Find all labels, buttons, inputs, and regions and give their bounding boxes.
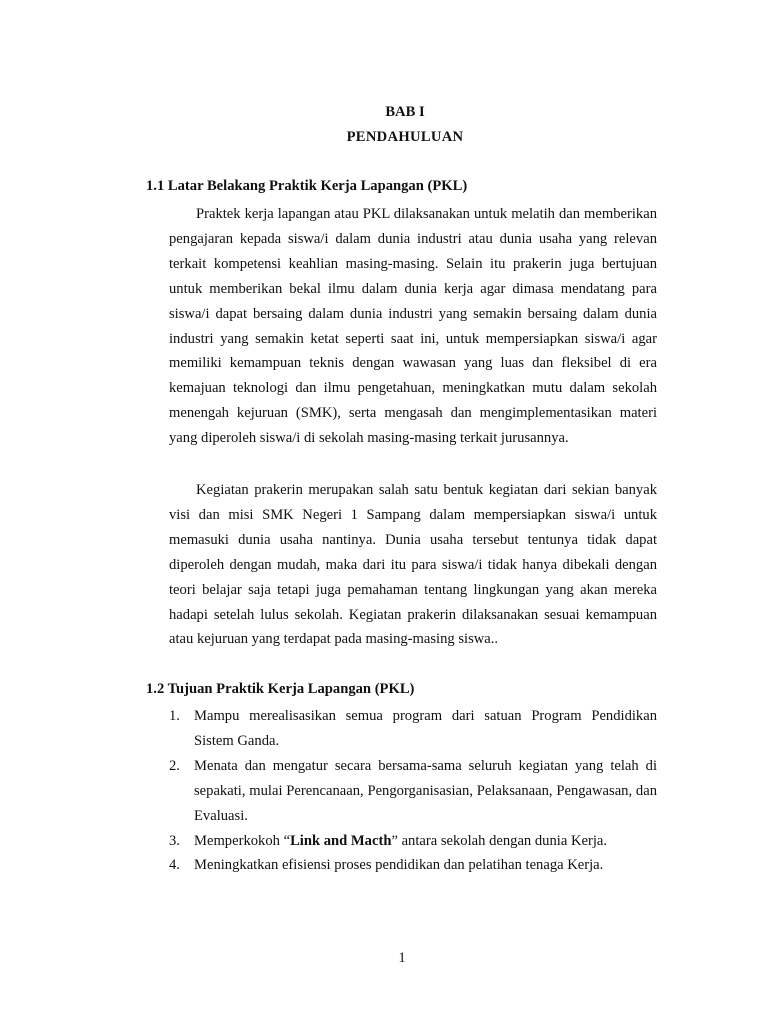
chapter-title: PENDAHULUAN — [346, 129, 464, 145]
chapter-number: BAB I — [385, 104, 425, 120]
list-item — [169, 754, 657, 829]
list-item-number: 4. — [169, 857, 180, 874]
section-1-1-paragraph-1 — [169, 202, 657, 451]
list-item-text: Menata dan mengatur secara bersama-sama seluruh kegiatan yang telah di sepakati, mulai Perencanaan, Pengorganisasian, Pelaksanaan, Pengawasan, dan Evaluasi. — [194, 757, 657, 824]
list-item-number: 1. — [169, 708, 180, 724]
paragraph-text: Kegiatan prakerin merupakan salah satu bentuk kegiatan dari sekian banyak visi dan misi SMK Negeri 1 Sampang dalam mempersiapkan siswa/i untuk memasuki dunia usaha nantinya. Dunia usaha tersebut tentunya tidak dapat diperoleh dengan mudah, maka dari itu para siswa/i tidak hanya dibekali dengan teori belajar saja tetapi juga pemahaman tentang lingkungan yang akan mereka hadapi setelah lulus sekolah. Kegiatan prakerin dilaksanakan sesuai kemampuan atau kejuruan yang terdapat pada masing-masing siswa.. — [169, 482, 657, 648]
page-number: 1 — [398, 950, 406, 966]
list-item — [169, 704, 657, 754]
paragraph-text: Praktek kerja lapangan atau PKL dilaksanakan untuk melatih dan memberikan pengajaran kepada siswa/i dalam dunia industri atau dunia usaha yang relevan terkait kompetensi keahlian masing-masing. Selain itu prakerin juga bertujuan untuk memberikan bekal ilmu dalam dunia kerja agar dimasa mendatang para siswa/i dapat bersaing dalam dunia industri yang semakin bersaing dalam dunia industri yang semakin ketat seperti saat ini, untuk mempersiapkan siswa/i agar memiliki kemampuan teknis dengan wawasan yang luas dan fleksibel di era kemajuan teknologi dan ilmu pengetahuan, meningkatkan mutu dalam sekolah menengah kejuruan (SMK), serta mengasah dan mengimplementasikan materi yang diperoleh siswa/i di sekolah masing-masing terkait jurusannya. — [169, 206, 657, 447]
list-item-text-before: Memperkokoh “ — [194, 832, 291, 849]
list-item — [169, 829, 657, 854]
list-item-text: Meningkatkan efisiensi proses pendidikan dan pelatihan tenaga Kerja. — [194, 857, 604, 874]
list-item-number: 2. — [169, 757, 180, 774]
list-item-text-after: ” antara sekolah dengan dunia Kerja. — [391, 832, 608, 849]
section-1-1-paragraph-2 — [169, 478, 657, 652]
list-item-number: 3. — [169, 832, 180, 849]
list-item — [169, 853, 657, 878]
section-heading-1-1: 1.1 Latar Belakang Praktik Kerja Lapangan (PKL) — [146, 178, 468, 194]
objectives-list — [169, 704, 657, 878]
list-item-text-bold: Link and Macth — [290, 832, 392, 849]
list-item-text: Mampu merealisasikan semua program dari satuan Program Pendidikan Sistem Ganda. — [194, 708, 657, 749]
section-heading-1-2: 1.2 Tujuan Praktik Kerja Lapangan (PKL) — [146, 681, 415, 697]
